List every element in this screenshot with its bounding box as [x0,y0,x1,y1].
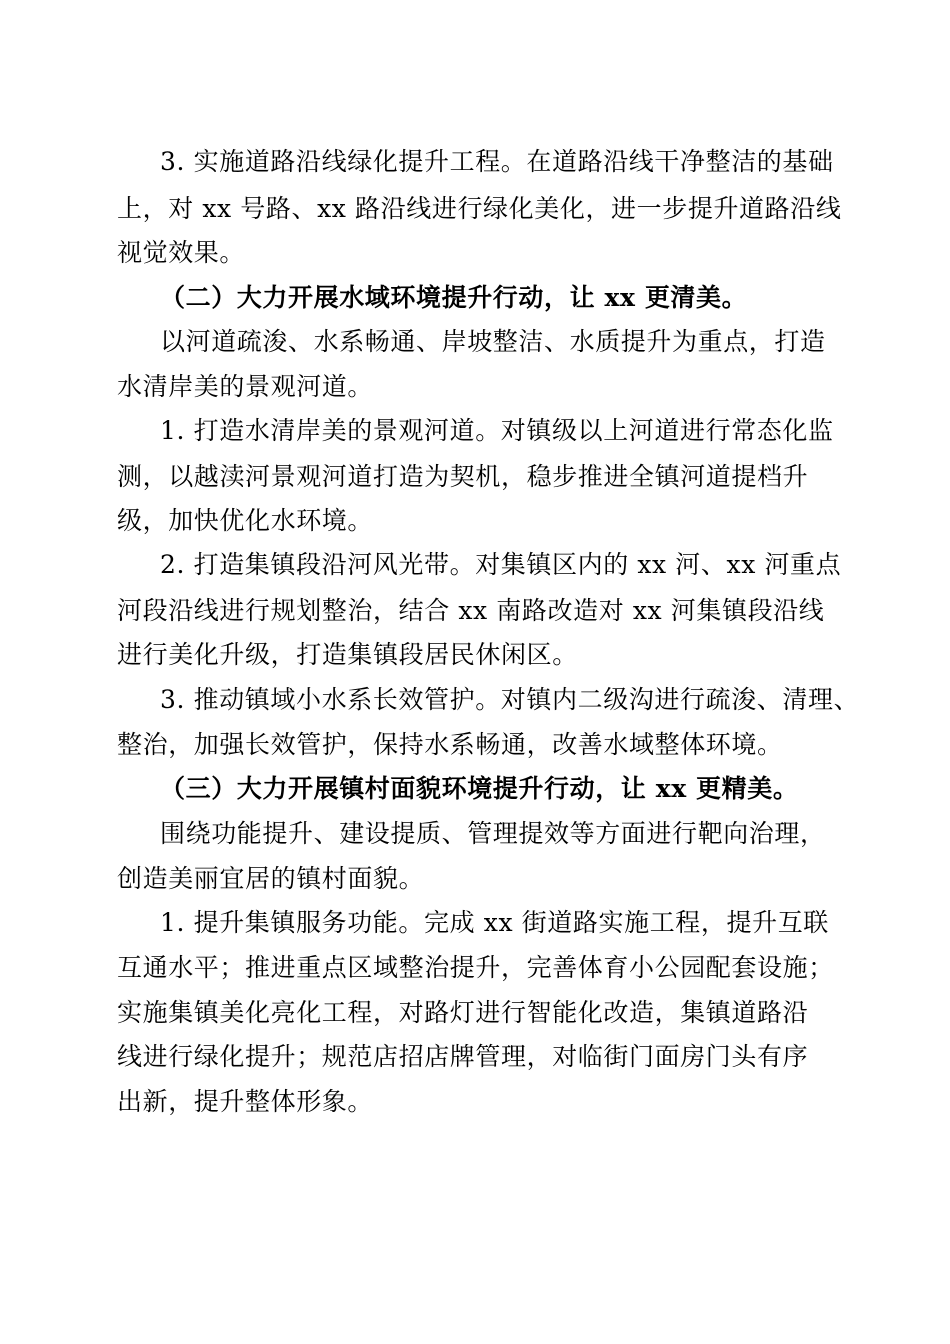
text-line-14: 整治，加强长效管护，保持水系畅通，改善水域整体环境。 [117,730,783,759]
text-line-9: 级，加快优化水环境。 [117,506,374,535]
section-heading-2: （二）大力开展水域环境提升行动，让 xx 更清美。 [160,283,748,312]
text-line-21: 线进行绿化提升；规范店招店牌管理，对临街门面房门头有序 [117,1042,809,1071]
text-line-22: 出新，提升整体形象。 [117,1087,374,1116]
text-line-6: 水清岸美的景观河道。 [117,372,374,401]
text-line-2: 上，对 xx 号路、xx 路沿线进行绿化美化，进一步提升道路沿线 [117,194,842,223]
text-line-10: 2. 打造集镇段沿河风光带。对集镇区内的 xx 河、xx 河重点 [160,550,842,579]
section-heading-3: （三）大力开展镇村面貌环境提升行动，让 xx 更精美。 [160,774,799,803]
text-line-1: 3. 实施道路沿线绿化提升工程。在道路沿线干净整洁的基础 [160,147,834,176]
text-line-19: 互通水平；推进重点区域整治提升，完善体育小公园配套设施； [117,953,834,982]
text-line-13: 3. 推动镇域小水系长效管护。对镇内二级沟进行疏浚、清理、 [160,685,860,714]
text-line-3: 视觉效果。 [117,238,246,267]
text-line-17: 创造美丽宜居的镇村面貌。 [117,864,425,893]
text-line-12: 进行美化升级，打造集镇段居民休闲区。 [117,640,578,669]
text-line-8: 测，以越渎河景观河道打造为契机，稳步推进全镇河道提档升 [117,462,809,491]
text-line-11: 河段沿线进行规划整治，结合 xx 南路改造对 xx 河集镇段沿线 [117,596,825,625]
text-line-5: 以河道疏浚、水系畅通、岸坡整洁、水质提升为重点，打造 [160,327,826,356]
text-line-20: 实施集镇美化亮化工程，对路灯进行智能化改造，集镇道路沿 [117,998,809,1027]
text-line-16: 围绕功能提升、建设提质、管理提效等方面进行靶向治理， [160,819,826,848]
text-line-7: 1. 打造水清岸美的景观河道。对镇级以上河道进行常态化监 [160,416,834,445]
text-line-18: 1. 提升集镇服务功能。完成 xx 街道路实施工程，提升互联 [160,908,829,937]
